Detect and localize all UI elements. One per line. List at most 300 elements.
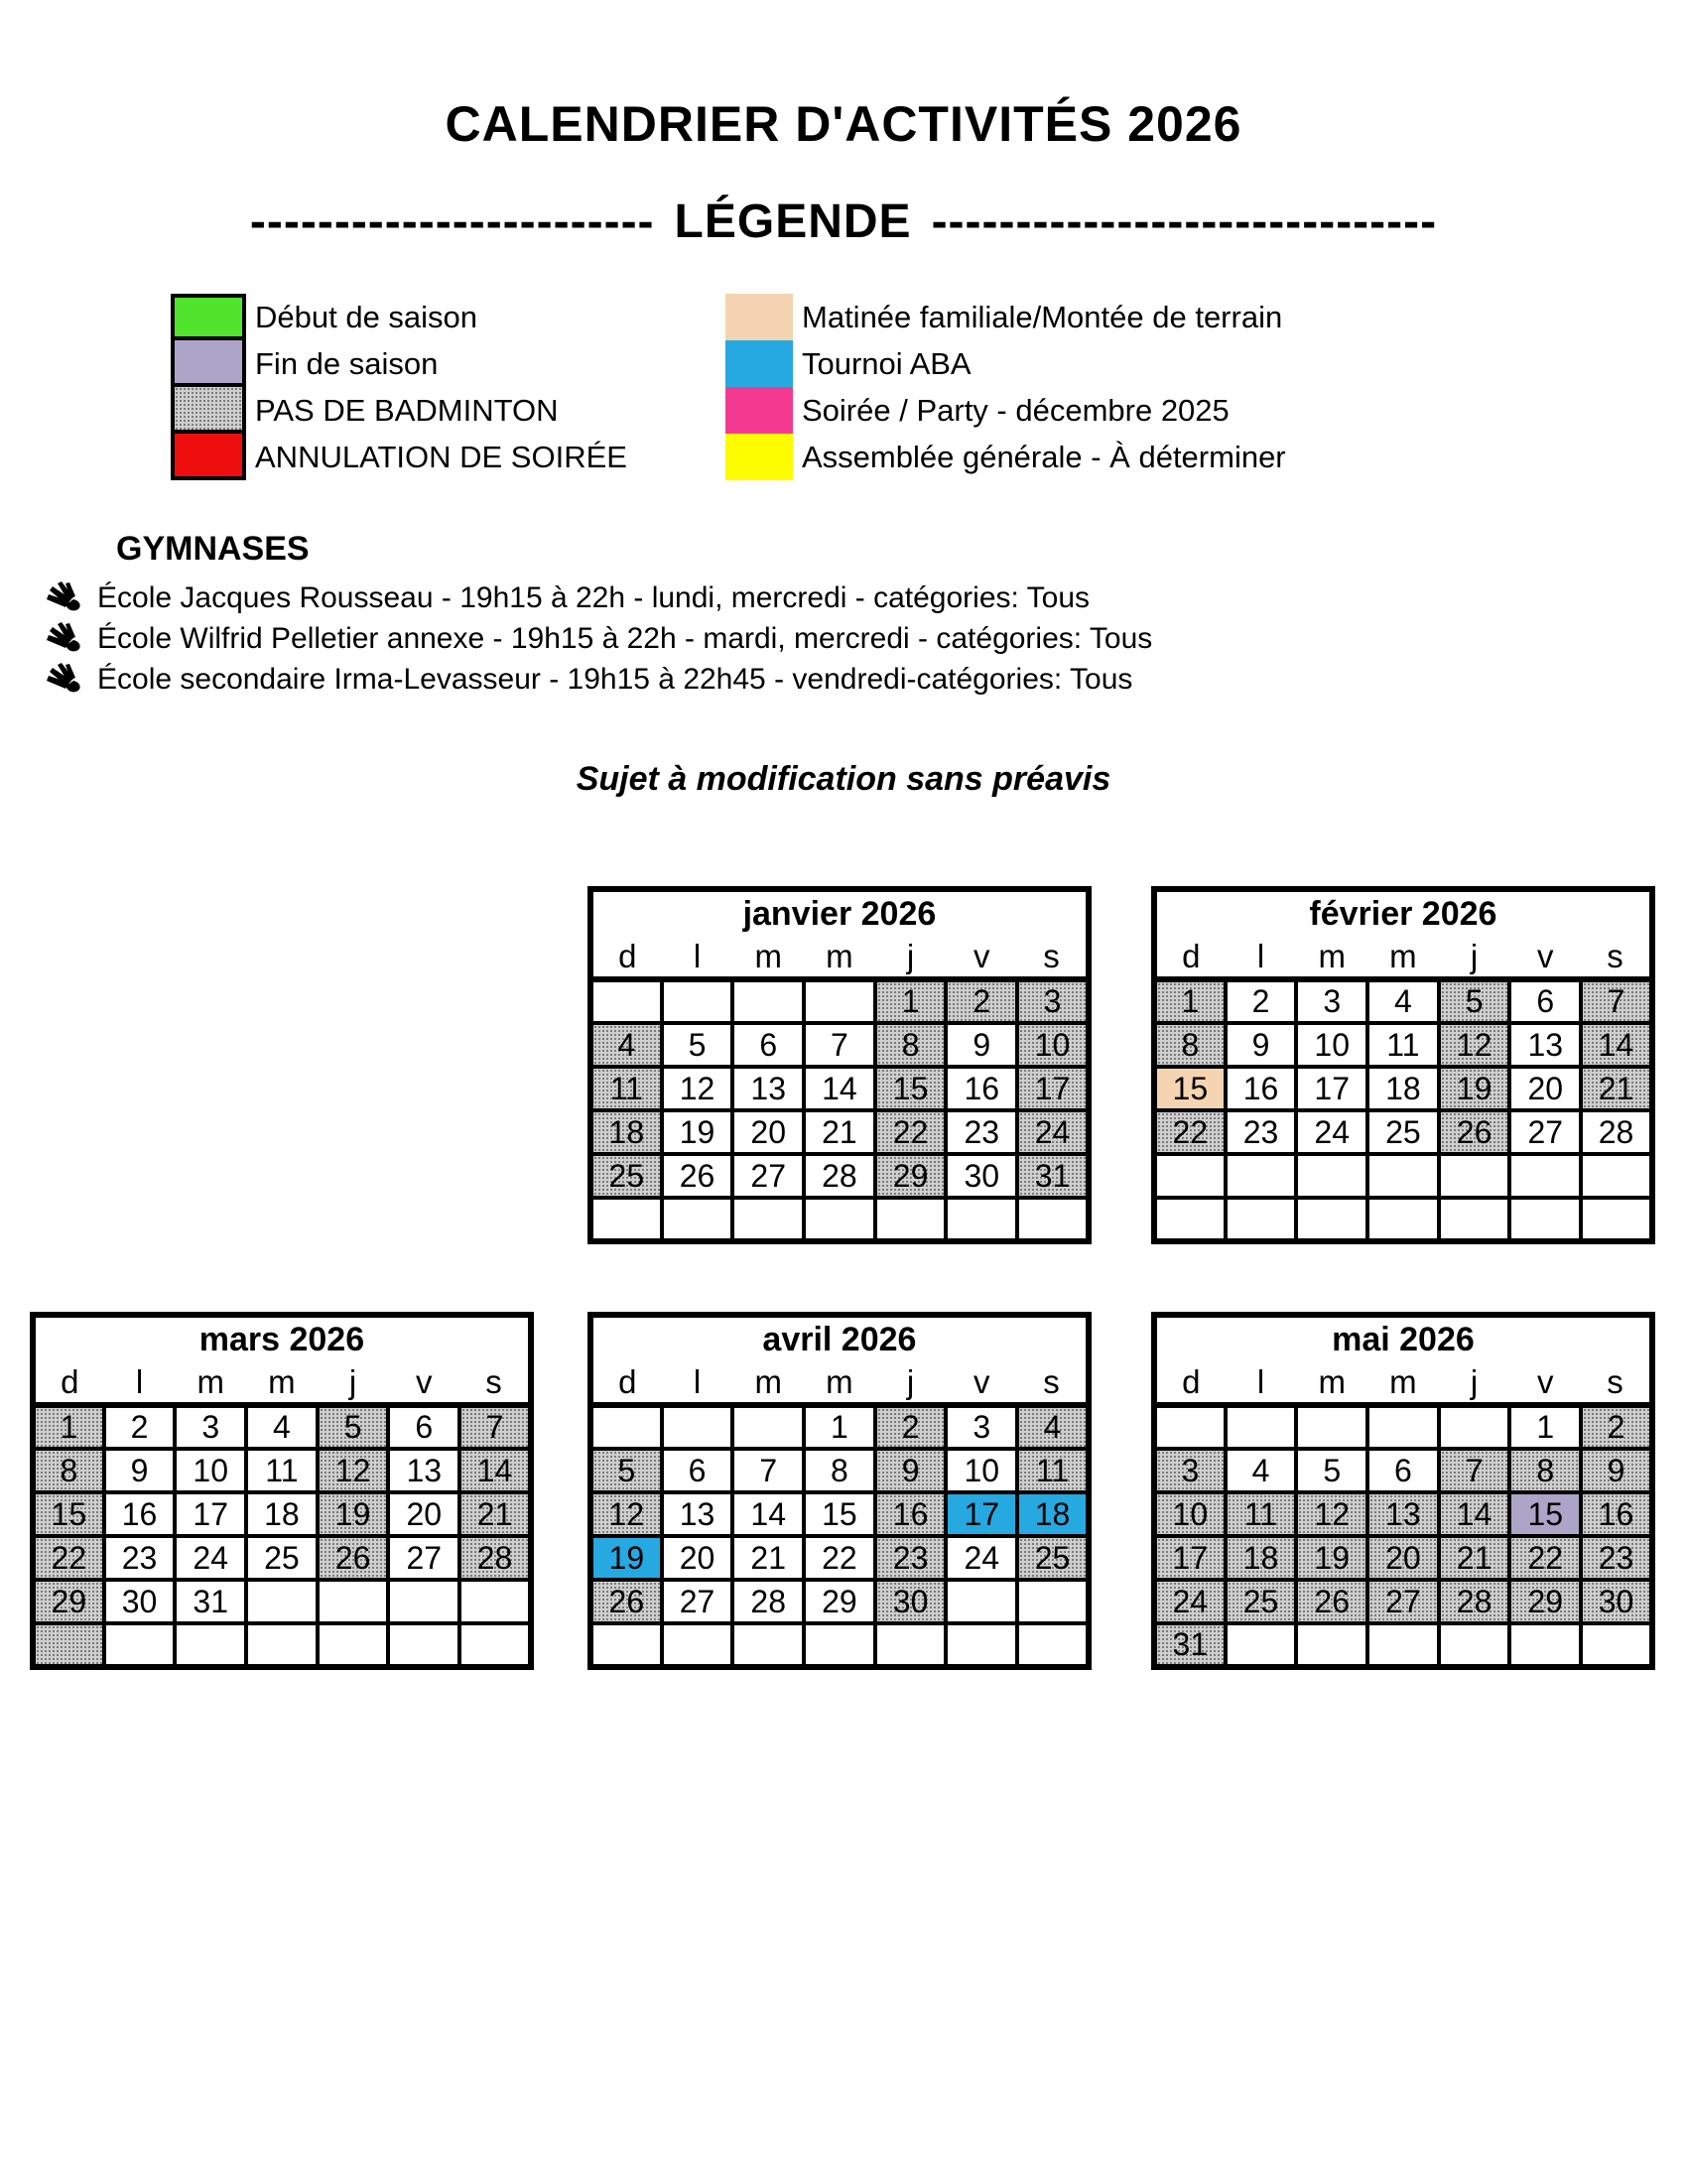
day-cell-22: 22 (875, 1110, 947, 1154)
day-cell-3: 3 (1017, 979, 1089, 1023)
gym-row (46, 618, 1152, 659)
day-cell-empty (318, 1580, 389, 1623)
day-cell-1: 1 (1154, 979, 1226, 1023)
weekday-label: j (875, 937, 947, 979)
day-cell-empty (1154, 1198, 1226, 1241)
day-cell-13: 13 (388, 1449, 459, 1492)
day-cell-empty (1367, 1154, 1439, 1198)
day-cell-4: 4 (246, 1405, 318, 1449)
day-cell-empty (1439, 1154, 1510, 1198)
weekday-label: l (1226, 1362, 1297, 1405)
day-cell-8: 8 (875, 1023, 947, 1067)
day-cell-empty (246, 1580, 318, 1623)
weekday-label: s (1581, 1362, 1652, 1405)
legend-label: Tournoi ABA (802, 345, 972, 381)
day-cell-empty (1439, 1198, 1510, 1241)
gymnases-heading: GYMNASES (116, 530, 310, 568)
day-cell-18: 18 (246, 1492, 318, 1536)
day-cell-empty (590, 1623, 662, 1667)
weekday-label: d (590, 1362, 662, 1405)
day-cell-24: 24 (1296, 1110, 1367, 1154)
day-cell-14: 14 (804, 1067, 875, 1110)
shuttlecock-icon (46, 622, 97, 656)
day-cell-29: 29 (1509, 1580, 1581, 1623)
day-cell-empty (804, 1623, 875, 1667)
legend-label: ANNULATION DE SOIRÉE (255, 439, 627, 474)
day-cell-21: 21 (804, 1110, 875, 1154)
calendar-février-2026 (1151, 886, 1655, 1244)
day-cell-14: 14 (1439, 1492, 1510, 1536)
day-cell-16: 16 (1581, 1492, 1652, 1536)
day-cell-empty (1296, 1154, 1367, 1198)
disclaimer-note: Sujet à modification sans préavis (576, 760, 1111, 798)
day-cell-10: 10 (1154, 1492, 1226, 1536)
day-cell-16: 16 (1226, 1067, 1297, 1110)
day-cell-empty (1581, 1154, 1652, 1198)
day-cell-29: 29 (804, 1580, 875, 1623)
day-cell-30: 30 (104, 1580, 176, 1623)
day-cell-4: 4 (1017, 1405, 1089, 1449)
day-cell-empty (175, 1623, 246, 1667)
day-cell-29: 29 (33, 1580, 104, 1623)
calendar-mai-2026 (1151, 1312, 1655, 1670)
day-cell-11: 11 (1226, 1492, 1297, 1536)
legend-item (725, 387, 1286, 434)
month-title: mai 2026 (1332, 1321, 1475, 1358)
day-cell-5: 5 (318, 1405, 389, 1449)
day-cell-23: 23 (875, 1536, 947, 1580)
day-cell-empty (662, 1623, 733, 1667)
day-cell-3: 3 (175, 1405, 246, 1449)
legend-item (171, 387, 627, 434)
weekday-label: l (662, 1362, 733, 1405)
day-cell-22: 22 (1509, 1536, 1581, 1580)
legend-swatch (171, 434, 246, 480)
legend-swatch (171, 387, 246, 434)
day-cell-empty (388, 1580, 459, 1623)
month-title: mars 2026 (198, 1321, 365, 1358)
legend-label: PAS DE BADMINTON (255, 392, 559, 428)
gym-description: École secondaire Irma-Levasseur - 19h15 à 22h45 - vendredi-catégories: Tous (97, 662, 1133, 696)
day-cell-empty (1154, 1405, 1226, 1449)
day-cell-7: 7 (459, 1405, 531, 1449)
page-title: CALENDRIER D'ACTIVITÉS 2026 (445, 96, 1242, 152)
day-cell-empty (1154, 1154, 1226, 1198)
legend-label: Début de saison (255, 299, 478, 334)
day-cell-9: 9 (875, 1449, 947, 1492)
day-cell-empty (590, 979, 662, 1023)
weekday-label: m (732, 1362, 804, 1405)
legend-label: Soirée / Party - décembre 2025 (802, 392, 1230, 428)
day-cell-17: 17 (1017, 1067, 1089, 1110)
day-cell-empty (33, 1623, 104, 1667)
shuttlecock-icon (46, 581, 97, 615)
gym-row (46, 659, 1152, 700)
legend-left-column (171, 294, 627, 480)
day-cell-19: 19 (318, 1492, 389, 1536)
day-cell-empty (1226, 1154, 1297, 1198)
weekday-label: m (804, 1362, 875, 1405)
day-cell-25: 25 (1226, 1580, 1297, 1623)
day-cell-empty (1439, 1405, 1510, 1449)
day-cell-14: 14 (732, 1492, 804, 1536)
weekday-label: v (388, 1362, 459, 1405)
day-cell-9: 9 (1581, 1449, 1652, 1492)
day-cell-9: 9 (104, 1449, 176, 1492)
day-cell-27: 27 (732, 1154, 804, 1198)
day-cell-empty (459, 1623, 531, 1667)
weekday-label: m (246, 1362, 318, 1405)
day-cell-26: 26 (662, 1154, 733, 1198)
day-cell-26: 26 (1296, 1580, 1367, 1623)
weekday-label: d (1154, 937, 1226, 979)
day-cell-10: 10 (1017, 1023, 1089, 1067)
day-cell-21: 21 (1439, 1536, 1510, 1580)
day-cell-21: 21 (459, 1492, 531, 1536)
day-cell-24: 24 (1017, 1110, 1089, 1154)
day-cell-empty (662, 1405, 733, 1449)
legend-header-label: LÉGENDE (674, 195, 912, 248)
day-cell-23: 23 (946, 1110, 1017, 1154)
day-cell-7: 7 (1439, 1449, 1510, 1492)
day-cell-4: 4 (590, 1023, 662, 1067)
day-cell-empty (1226, 1405, 1297, 1449)
day-cell-25: 25 (1367, 1110, 1439, 1154)
legend-swatch (171, 340, 246, 387)
day-cell-2: 2 (104, 1405, 176, 1449)
day-cell-10: 10 (175, 1449, 246, 1492)
weekday-label: v (946, 1362, 1017, 1405)
day-cell-empty (1509, 1154, 1581, 1198)
day-cell-empty (1017, 1623, 1089, 1667)
day-cell-16: 16 (104, 1492, 176, 1536)
day-cell-28: 28 (459, 1536, 531, 1580)
gym-row (46, 578, 1152, 618)
day-cell-empty (1367, 1405, 1439, 1449)
day-cell-13: 13 (662, 1492, 733, 1536)
weekday-label: l (104, 1362, 176, 1405)
day-cell-30: 30 (946, 1154, 1017, 1198)
legend-item (725, 434, 1286, 480)
day-cell-20: 20 (662, 1536, 733, 1580)
day-cell-empty (732, 1198, 804, 1241)
day-cell-28: 28 (1581, 1110, 1652, 1154)
day-cell-21: 21 (732, 1536, 804, 1580)
day-cell-17: 17 (1154, 1536, 1226, 1580)
day-cell-18: 18 (1367, 1067, 1439, 1110)
day-cell-8: 8 (1154, 1023, 1226, 1067)
day-cell-24: 24 (175, 1536, 246, 1580)
day-cell-empty (804, 979, 875, 1023)
day-cell-28: 28 (1439, 1580, 1510, 1623)
weekday-label: v (1509, 937, 1581, 979)
day-cell-19: 19 (1439, 1067, 1510, 1110)
month-title: janvier 2026 (742, 895, 937, 933)
day-cell-19: 19 (662, 1110, 733, 1154)
legend-item (171, 434, 627, 480)
day-cell-5: 5 (1296, 1449, 1367, 1492)
day-cell-30: 30 (875, 1580, 947, 1623)
day-cell-25: 25 (246, 1536, 318, 1580)
day-cell-9: 9 (946, 1023, 1017, 1067)
calendar-mars-2026 (30, 1312, 534, 1670)
day-cell-11: 11 (1017, 1449, 1089, 1492)
day-cell-3: 3 (1154, 1449, 1226, 1492)
day-cell-empty (875, 1198, 947, 1241)
day-cell-empty (732, 1405, 804, 1449)
day-cell-2: 2 (946, 979, 1017, 1023)
weekday-label: s (1581, 937, 1652, 979)
day-cell-1: 1 (33, 1405, 104, 1449)
day-cell-empty (590, 1198, 662, 1241)
day-cell-7: 7 (804, 1023, 875, 1067)
gymnases-list (46, 578, 1152, 700)
gym-description: École Wilfrid Pelletier annexe - 19h15 à 22h - mardi, mercredi - catégories: Tous (97, 621, 1153, 655)
day-cell-empty (1367, 1623, 1439, 1667)
day-cell-31: 31 (1154, 1623, 1226, 1667)
day-cell-8: 8 (1509, 1449, 1581, 1492)
weekday-label: j (1439, 937, 1510, 979)
day-cell-empty (590, 1405, 662, 1449)
day-cell-empty (1581, 1623, 1652, 1667)
day-cell-13: 13 (1509, 1023, 1581, 1067)
day-cell-empty (662, 1198, 733, 1241)
day-cell-empty (1509, 1623, 1581, 1667)
legend-label: Fin de saison (255, 345, 439, 381)
day-cell-23: 23 (1581, 1536, 1652, 1580)
day-cell-9: 9 (1226, 1023, 1297, 1067)
weekday-label: d (33, 1362, 104, 1405)
legend-header-right-dashes: ------------------------------ (931, 195, 1438, 248)
legend-swatch (725, 434, 793, 480)
day-cell-11: 11 (1367, 1023, 1439, 1067)
day-cell-empty (1296, 1405, 1367, 1449)
day-cell-11: 11 (590, 1067, 662, 1110)
day-cell-27: 27 (1367, 1580, 1439, 1623)
weekday-label: m (1296, 1362, 1367, 1405)
calendar-avril-2026 (587, 1312, 1092, 1670)
day-cell-26: 26 (590, 1580, 662, 1623)
day-cell-empty (804, 1198, 875, 1241)
shuttlecock-icon (46, 581, 89, 615)
shuttlecock-icon (46, 622, 89, 656)
weekday-label: m (1367, 1362, 1439, 1405)
day-cell-empty (946, 1623, 1017, 1667)
day-cell-empty (732, 1623, 804, 1667)
day-cell-2: 2 (875, 1405, 947, 1449)
day-cell-empty (318, 1623, 389, 1667)
calendar-janvier-2026 (587, 886, 1092, 1244)
day-cell-empty (875, 1623, 947, 1667)
legend-item (171, 340, 627, 387)
weekday-label: d (1154, 1362, 1226, 1405)
legend-swatch (171, 294, 246, 340)
day-cell-6: 6 (1367, 1449, 1439, 1492)
legend-header (0, 194, 1687, 249)
day-cell-empty (1226, 1198, 1297, 1241)
day-cell-15: 15 (1509, 1492, 1581, 1536)
day-cell-20: 20 (732, 1110, 804, 1154)
legend-header-left-dashes: ------------------------ (249, 195, 655, 248)
weekday-label: s (1017, 1362, 1089, 1405)
day-cell-16: 16 (946, 1067, 1017, 1110)
day-cell-empty (1581, 1198, 1652, 1241)
day-cell-29: 29 (875, 1154, 947, 1198)
day-cell-16: 16 (875, 1492, 947, 1536)
legend-label: Assemblée générale - À déterminer (802, 439, 1286, 474)
gym-description: École Jacques Rousseau - 19h15 à 22h - lundi, mercredi - catégories: Tous (97, 580, 1091, 614)
weekday-label: j (318, 1362, 389, 1405)
day-cell-22: 22 (33, 1536, 104, 1580)
legend-item (725, 294, 1286, 340)
weekday-label: v (946, 937, 1017, 979)
day-cell-31: 31 (175, 1580, 246, 1623)
day-cell-empty (1017, 1198, 1089, 1241)
day-cell-24: 24 (946, 1536, 1017, 1580)
day-cell-15: 15 (33, 1492, 104, 1536)
day-cell-21: 21 (1581, 1067, 1652, 1110)
weekday-label: v (1509, 1362, 1581, 1405)
month-title: février 2026 (1309, 895, 1497, 933)
day-cell-6: 6 (662, 1449, 733, 1492)
day-cell-5: 5 (590, 1449, 662, 1492)
shuttlecock-icon (46, 663, 89, 697)
day-cell-6: 6 (1509, 979, 1581, 1023)
day-cell-5: 5 (1439, 979, 1510, 1023)
day-cell-1: 1 (804, 1405, 875, 1449)
day-cell-23: 23 (104, 1536, 176, 1580)
weekday-label: m (1296, 937, 1367, 979)
day-cell-4: 4 (1367, 979, 1439, 1023)
day-cell-28: 28 (804, 1154, 875, 1198)
day-cell-1: 1 (1509, 1405, 1581, 1449)
day-cell-empty (104, 1623, 176, 1667)
day-cell-empty (1296, 1623, 1367, 1667)
day-cell-empty (1226, 1623, 1297, 1667)
day-cell-25: 25 (1017, 1536, 1089, 1580)
day-cell-empty (1509, 1198, 1581, 1241)
legend-right-column (725, 294, 1286, 480)
legend-item (171, 294, 627, 340)
day-cell-12: 12 (662, 1067, 733, 1110)
day-cell-23: 23 (1226, 1110, 1297, 1154)
day-cell-20: 20 (388, 1492, 459, 1536)
day-cell-10: 10 (946, 1449, 1017, 1492)
day-cell-12: 12 (1296, 1492, 1367, 1536)
legend-swatch (725, 387, 793, 434)
day-cell-13: 13 (1367, 1492, 1439, 1536)
weekday-label: m (175, 1362, 246, 1405)
weekday-label: s (459, 1362, 531, 1405)
day-cell-15: 15 (804, 1492, 875, 1536)
day-cell-empty (1367, 1198, 1439, 1241)
day-cell-3: 3 (1296, 979, 1367, 1023)
day-cell-12: 12 (1439, 1023, 1510, 1067)
day-cell-22: 22 (804, 1536, 875, 1580)
legend-item (725, 340, 1286, 387)
day-cell-2: 2 (1226, 979, 1297, 1023)
day-cell-30: 30 (1581, 1580, 1652, 1623)
weekday-label: m (804, 937, 875, 979)
day-cell-26: 26 (1439, 1110, 1510, 1154)
weekday-label: m (732, 937, 804, 979)
day-cell-15: 15 (875, 1067, 947, 1110)
legend-swatch (725, 294, 793, 340)
weekday-label: j (1439, 1362, 1510, 1405)
day-cell-10: 10 (1296, 1023, 1367, 1067)
day-cell-empty (1296, 1198, 1367, 1241)
legend-swatch (725, 340, 793, 387)
weekday-label: l (1226, 937, 1297, 979)
day-cell-19: 19 (1296, 1536, 1367, 1580)
day-cell-empty (1017, 1580, 1089, 1623)
day-cell-1: 1 (875, 979, 947, 1023)
day-cell-31: 31 (1017, 1154, 1089, 1198)
day-cell-15: 15 (1154, 1067, 1226, 1110)
day-cell-20: 20 (1509, 1067, 1581, 1110)
day-cell-27: 27 (388, 1536, 459, 1580)
day-cell-11: 11 (246, 1449, 318, 1492)
day-cell-27: 27 (1509, 1110, 1581, 1154)
day-cell-empty (246, 1623, 318, 1667)
day-cell-12: 12 (318, 1449, 389, 1492)
weekday-label: l (662, 937, 733, 979)
day-cell-8: 8 (33, 1449, 104, 1492)
day-cell-20: 20 (1367, 1536, 1439, 1580)
day-cell-18: 18 (590, 1110, 662, 1154)
day-cell-14: 14 (1581, 1023, 1652, 1067)
day-cell-19: 19 (590, 1536, 662, 1580)
day-cell-2: 2 (1581, 1405, 1652, 1449)
day-cell-27: 27 (662, 1580, 733, 1623)
day-cell-empty (946, 1198, 1017, 1241)
day-cell-empty (459, 1580, 531, 1623)
day-cell-6: 6 (388, 1405, 459, 1449)
weekday-label: m (1367, 937, 1439, 979)
weekday-label: s (1017, 937, 1089, 979)
day-cell-12: 12 (590, 1492, 662, 1536)
day-cell-6: 6 (732, 1023, 804, 1067)
day-cell-18: 18 (1017, 1492, 1089, 1536)
day-cell-empty (662, 979, 733, 1023)
shuttlecock-icon (46, 663, 97, 697)
day-cell-5: 5 (662, 1023, 733, 1067)
day-cell-4: 4 (1226, 1449, 1297, 1492)
day-cell-22: 22 (1154, 1110, 1226, 1154)
day-cell-28: 28 (732, 1580, 804, 1623)
day-cell-empty (1439, 1623, 1510, 1667)
legend-label: Matinée familiale/Montée de terrain (802, 299, 1283, 334)
day-cell-7: 7 (1581, 979, 1652, 1023)
day-cell-empty (946, 1580, 1017, 1623)
day-cell-25: 25 (590, 1154, 662, 1198)
day-cell-7: 7 (732, 1449, 804, 1492)
day-cell-17: 17 (946, 1492, 1017, 1536)
month-title: avril 2026 (762, 1321, 917, 1358)
day-cell-17: 17 (175, 1492, 246, 1536)
day-cell-14: 14 (459, 1449, 531, 1492)
day-cell-24: 24 (1154, 1580, 1226, 1623)
weekday-label: d (590, 937, 662, 979)
day-cell-13: 13 (732, 1067, 804, 1110)
day-cell-3: 3 (946, 1405, 1017, 1449)
day-cell-8: 8 (804, 1449, 875, 1492)
day-cell-17: 17 (1296, 1067, 1367, 1110)
day-cell-18: 18 (1226, 1536, 1297, 1580)
day-cell-empty (732, 979, 804, 1023)
day-cell-empty (388, 1623, 459, 1667)
day-cell-26: 26 (318, 1536, 389, 1580)
